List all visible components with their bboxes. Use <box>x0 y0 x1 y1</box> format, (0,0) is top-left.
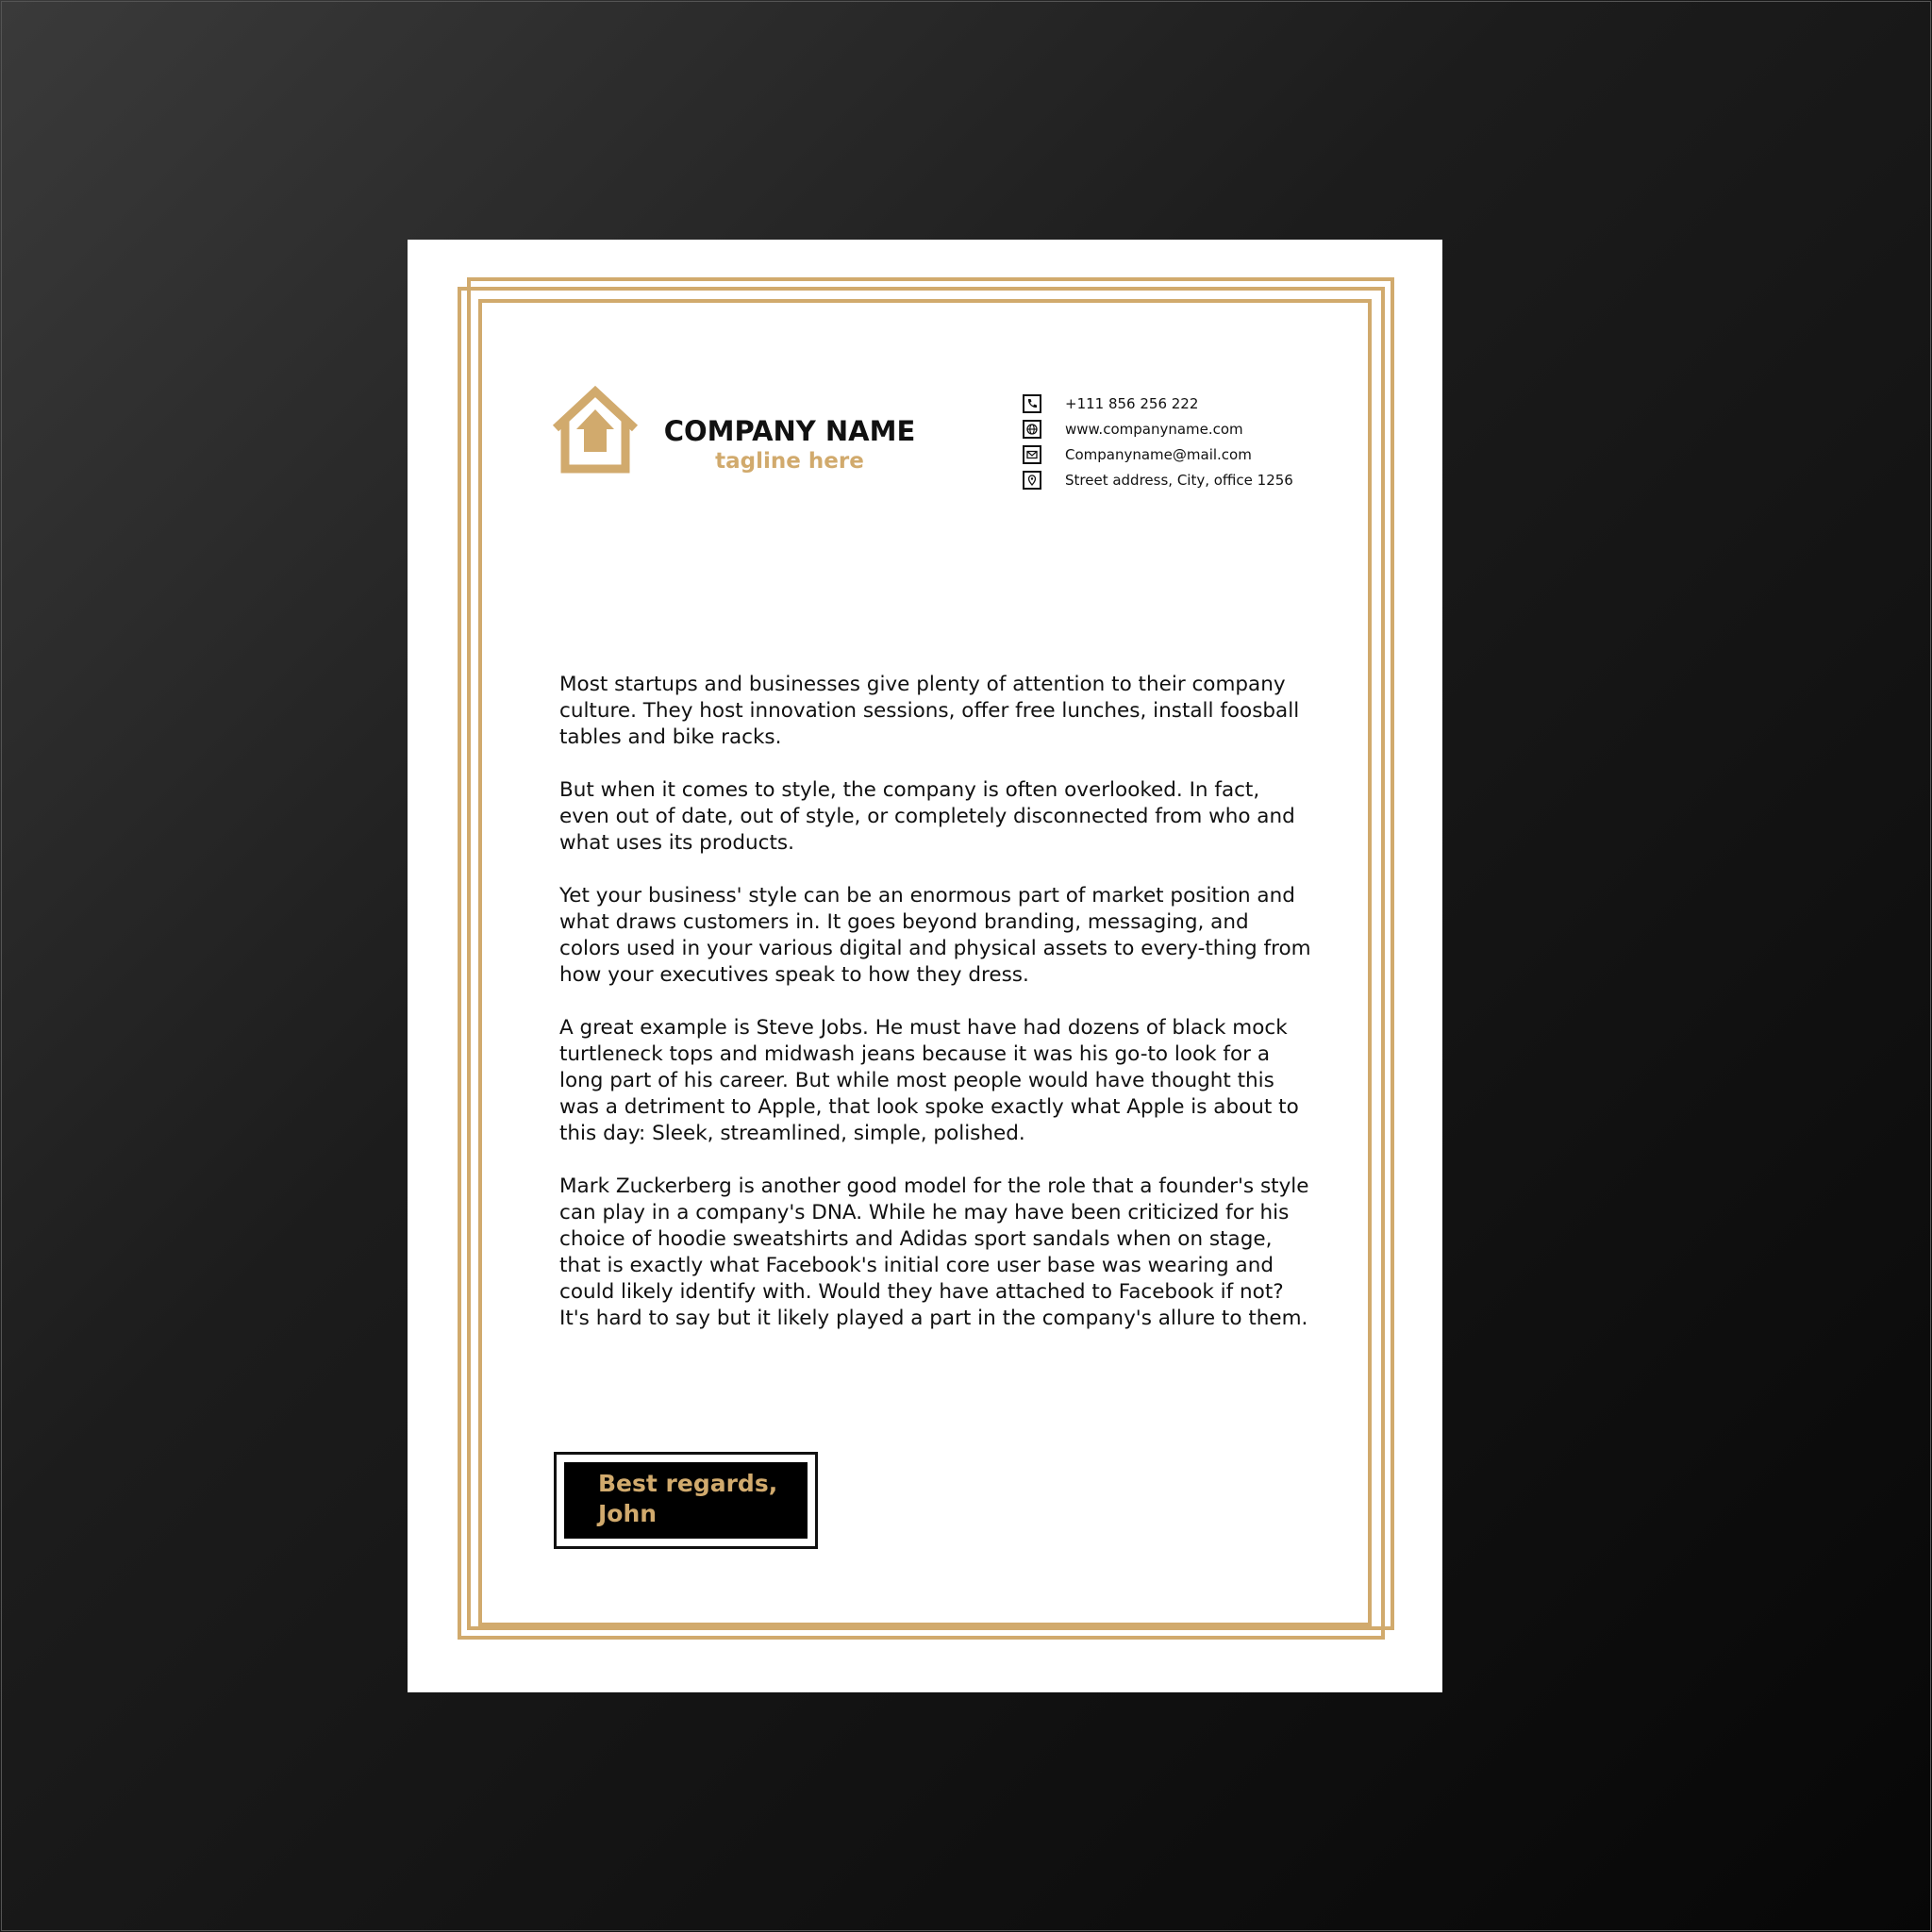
contact-list <box>1023 391 1324 492</box>
contact-phone <box>1023 391 1324 416</box>
letterhead-page <box>408 240 1442 1692</box>
tagline: tagline here <box>715 449 864 474</box>
contact-email <box>1023 441 1324 467</box>
contact-phone-text: +111 856 256 222 <box>1065 394 1199 412</box>
body-paragraph: Mark Zuckerberg is another good model for the role that a founder's style can play in a company's DNA. While he may have been criticized for his choice of hoodie sweatshirts and Adidas sport sandals when on stage, that is exactly what Facebook's initial core user base was wearing and could likely identify with. Would they have attached to Facebook if not? It's hard to say but it likely played a part in the company's allure to them. <box>559 1174 1309 1330</box>
signature-name: John <box>598 1500 658 1527</box>
contact-address-text: Street address, City, office 1256 <box>1065 471 1293 489</box>
mail-icon <box>1023 445 1041 464</box>
contact-website-text: www.companyname.com <box>1065 420 1243 438</box>
house-up-arrow-icon <box>552 385 639 474</box>
body-paragraph: But when it comes to style, the company is often overlooked. In fact, even out of date, out of style, or completely disconnected from who and what uses its products. <box>559 778 1295 855</box>
phone-icon <box>1023 394 1041 413</box>
signature-box-inner <box>564 1462 808 1539</box>
contact-website <box>1023 416 1324 441</box>
globe-icon <box>1023 420 1041 439</box>
contact-email-text: Companyname@mail.com <box>1065 445 1252 463</box>
location-pin-icon <box>1023 471 1041 490</box>
contact-address <box>1023 467 1324 492</box>
signature-box <box>554 1452 818 1549</box>
body-paragraph: Most startups and businesses give plenty of attention to their company culture. They host innovation sessions, offer free lunches, install foosball tables and bike racks. <box>559 673 1300 749</box>
body-paragraph: A great example is Steve Jobs. He must have had dozens of black mock turtleneck tops and midwash jeans because it was his go-to look for a long part of his career. But while most people would have thought this was a detriment to Apple, that look spoke exactly what Apple is about to this day: Sleek, streamlined, simple, polished. <box>559 1016 1299 1145</box>
body-paragraph: Yet your business' style can be an enormous part of market position and what draws customers in. It goes beyond branding, messaging, and colors used in your various digital and physical assets to every-thing from how your executives speak to how they dress. <box>559 884 1311 987</box>
signature-closing: Best regards, <box>598 1470 778 1497</box>
company-name: COMPANY NAME <box>663 415 916 447</box>
letter-body <box>559 672 1314 1358</box>
